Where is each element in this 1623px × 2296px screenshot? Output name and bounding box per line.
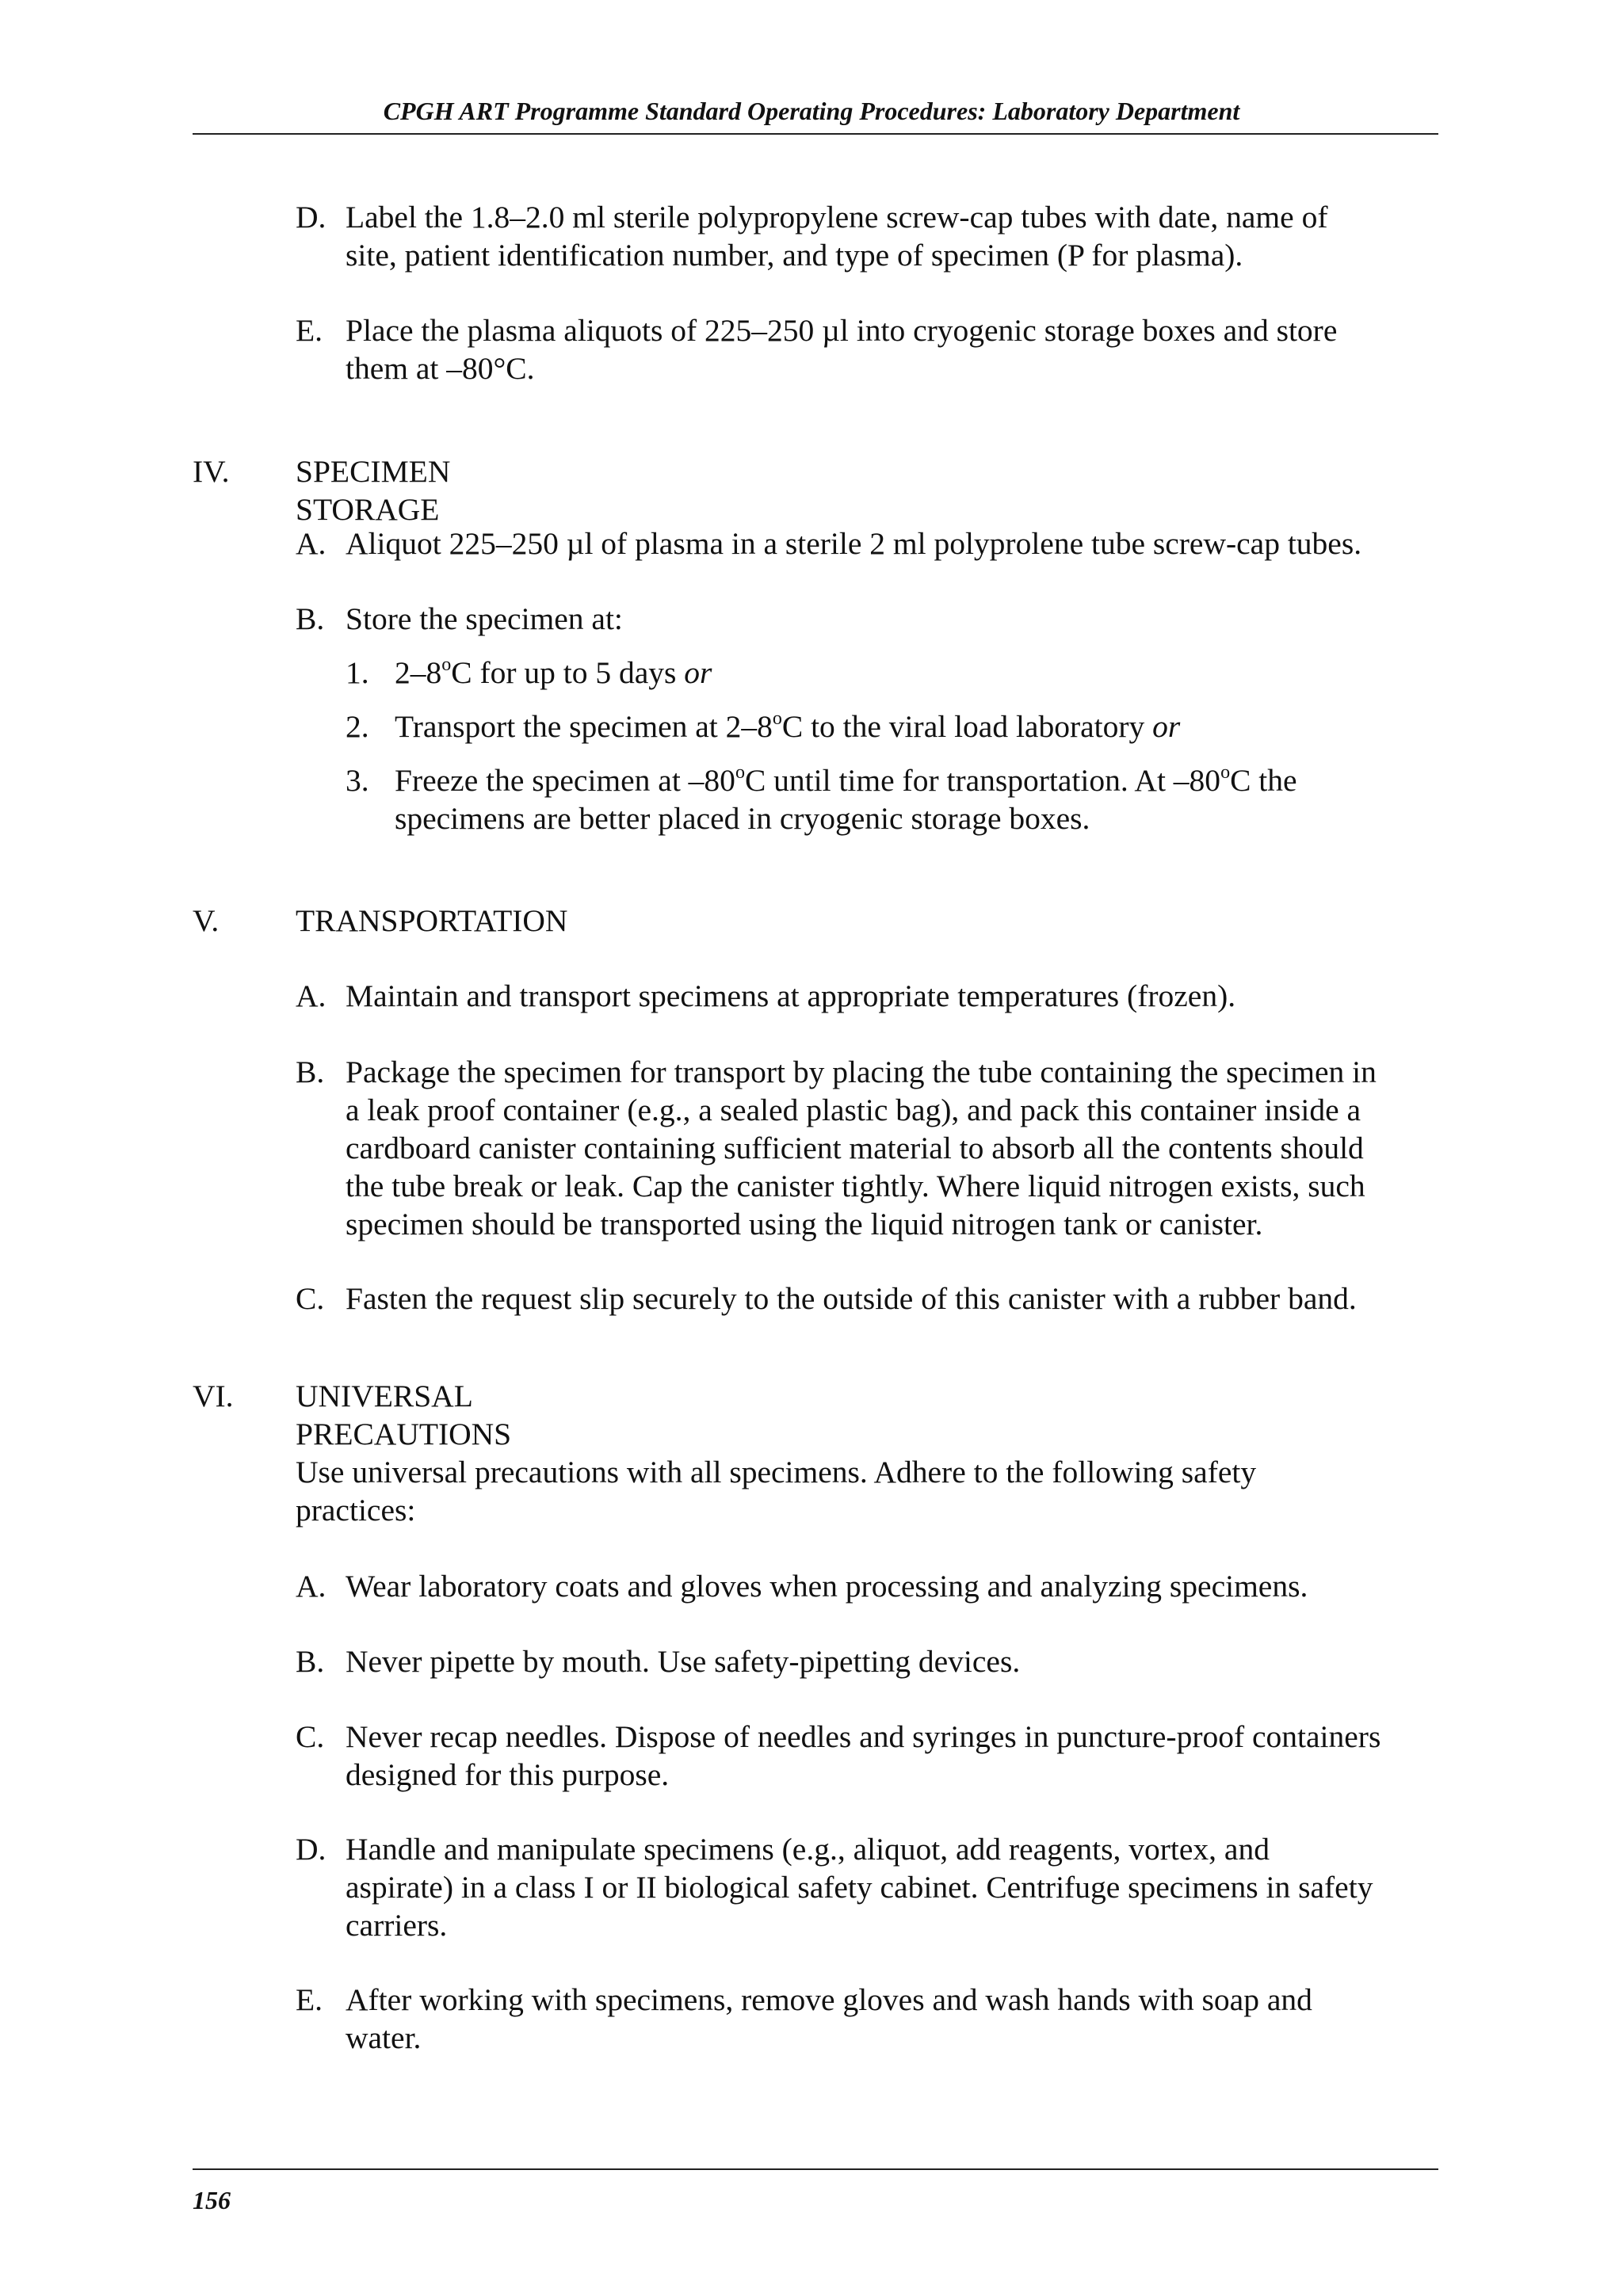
text-line: Fasten the request slip securely to the outside of this canister with a rubber band. (346, 1281, 1357, 1316)
item-text (346, 1981, 1447, 2057)
text-line: Maintain and transport specimens at appropriate temperatures (frozen). (346, 978, 1236, 1013)
text-line: site, patient identification number, and type of specimen (P for plasma). (346, 238, 1243, 273)
item-letter: D. (296, 1832, 327, 1867)
sub-item-text (395, 761, 1441, 837)
text-line: carriers. (346, 1908, 448, 1943)
item-letter: A. (296, 978, 327, 1013)
sub-item-number: 2. (346, 709, 369, 744)
item-text (346, 977, 1447, 1015)
item-letter: E. (296, 313, 323, 348)
sub-item-number: 1. (346, 655, 369, 690)
item-text (346, 1718, 1447, 1794)
item-letter: B. (296, 601, 325, 636)
text-line: Handle and manipulate specimens (e.g., aliquot, add reagents, vortex, and (346, 1832, 1270, 1867)
sub-item-text (395, 707, 1441, 746)
text-line: Aliquot 225–250 µl of plasma in a sterile 2 ml polyprolene tube screw-cap tubes. (346, 526, 1362, 561)
text-line: Package the specimen for transport by placing the tube containing the specimen in (346, 1055, 1377, 1089)
text-line: aspirate) in a class I or II biological safety cabinet. Centrifuge specimens in safety (346, 1870, 1373, 1905)
sub-item-number: 3. (346, 763, 369, 798)
text-line: Label the 1.8–2.0 ml sterile polypropylene screw-cap tubes with date, name of (346, 200, 1328, 235)
sub-item-text (395, 654, 1441, 692)
item-letter: A. (296, 1569, 327, 1604)
text-line: Store the specimen at: (346, 601, 623, 636)
running-header: CPGH ART Programme Standard Operating Procedures: Laboratory Department (383, 97, 1240, 125)
item-letter: E. (296, 1982, 323, 2017)
text-line: Transport the specimen at 2–8$^o$C to the viral load laboratory or (395, 708, 1181, 744)
text-line: the tube break or leak. Cap the canister tightly. Where liquid nitrogen exists, such (346, 1169, 1365, 1203)
item-text (346, 1642, 1447, 1680)
intro-text (296, 1453, 1437, 1529)
item-letter: B. (296, 1644, 325, 1679)
page-number: 156 (193, 2186, 231, 2214)
item-text (346, 524, 1447, 563)
item-text (346, 198, 1447, 274)
section-title: UNIVERSAL PRECAUTIONS (296, 1379, 512, 1451)
item-text (346, 1567, 1447, 1605)
item-letter: B. (296, 1055, 325, 1089)
section-numeral: VI. (193, 1379, 234, 1413)
item-text (346, 1830, 1447, 1944)
text-line: Never recap needles. Dispose of needles and syringes in puncture-proof containers (346, 1719, 1381, 1754)
item-text (346, 600, 1447, 638)
item-text (346, 311, 1447, 387)
header-rule (193, 133, 1438, 135)
item-text (346, 1280, 1447, 1318)
footer-rule (193, 2168, 1438, 2170)
text-line: designed for this purpose. (346, 1757, 670, 1792)
section-numeral: IV. (193, 454, 230, 489)
text-line: them at –80°C. (346, 351, 535, 386)
item-letter: C. (296, 1281, 325, 1316)
text-line: 2–8$^o$C for up to 5 days or (395, 654, 712, 690)
section-title: SPECIMEN STORAGE (296, 454, 451, 527)
text-line: water. (346, 2020, 422, 2055)
text-line: specimen should be transported using the liquid nitrogen tank or canister. (346, 1207, 1263, 1241)
text-line: After working with specimens, remove gloves and wash hands with soap and (346, 1982, 1312, 2017)
text-line: Never pipette by mouth. Use safety-pipetting devices. (346, 1644, 1021, 1679)
section-title: TRANSPORTATION (296, 903, 568, 938)
text-line: a leak proof container (e.g., a sealed plastic bag), and pack this container inside a (346, 1093, 1361, 1127)
item-text (346, 1053, 1447, 1243)
text-line: Wear laboratory coats and gloves when processing and analyzing specimens. (346, 1569, 1308, 1604)
text-line: specimens are better placed in cryogenic storage boxes. (395, 801, 1090, 836)
text-line: Freeze the specimen at –80$^o$C until time for transportation. At –80$^o$C the (395, 762, 1297, 798)
item-letter: C. (296, 1719, 325, 1754)
section-numeral: V. (193, 903, 220, 938)
item-letter: D. (296, 200, 327, 235)
text-line: Use universal precautions with all specimens. Adhere to the following safety (296, 1455, 1257, 1489)
item-letter: A. (296, 526, 327, 561)
text-line: cardboard canister containing sufficient material to absorb all the contents should (346, 1131, 1364, 1165)
text-line: practices: (296, 1493, 416, 1527)
text-line: Place the plasma aliquots of 225–250 µl into cryogenic storage boxes and store (346, 313, 1338, 348)
